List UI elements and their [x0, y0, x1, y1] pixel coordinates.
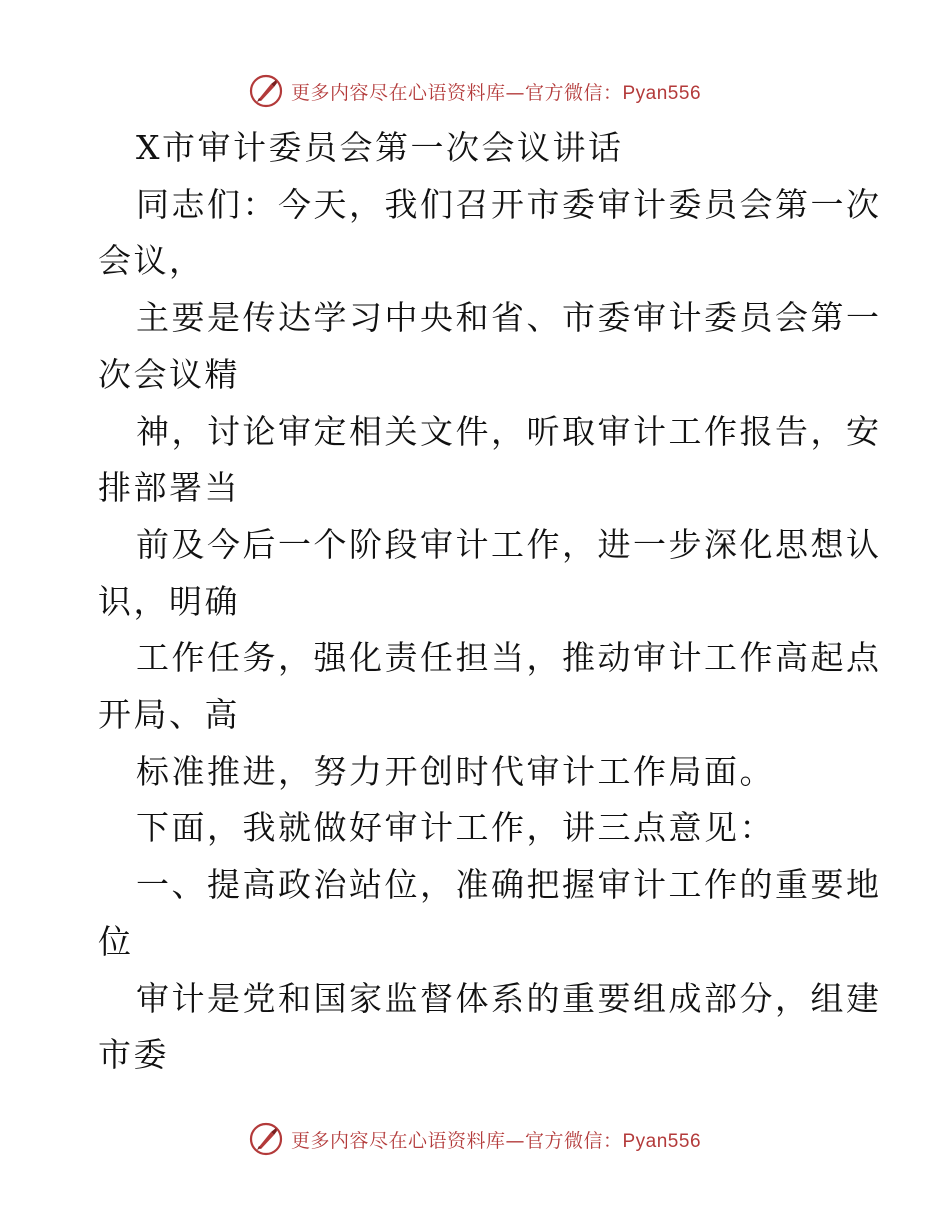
banner-text-cn: 更多内容尽在心语资料库—官方微信：: [290, 1129, 623, 1152]
header-banner: [0, 68, 950, 114]
text-line: 识，明确: [98, 581, 240, 621]
banner-wechat-id: Pyan556: [622, 82, 702, 104]
footer-banner: [0, 1116, 950, 1162]
text-line: 审计是党和国家监督体系的重要组成部分，组建: [136, 978, 882, 1018]
text-line: 标准推进，努力开创时代审计工作局面。: [136, 751, 775, 791]
text-line: 前及今后一个阶段审计工作，进一步深化思想认: [136, 524, 882, 564]
text-line: 市委: [98, 1035, 169, 1075]
text-line: 会议，: [98, 241, 205, 281]
text-line: 次会议精: [98, 354, 240, 394]
text-line: 排部署当: [98, 468, 240, 508]
document-body: [98, 120, 882, 1084]
quill-pen-logo-icon: [249, 1122, 283, 1156]
banner-wechat-id: Pyan556: [622, 1130, 702, 1152]
text-line: 神，讨论审定相关文件，听取审计工作报告，安: [136, 411, 882, 451]
text-line: 同志们：今天，我们召开市委审计委员会第一次: [136, 184, 882, 224]
text-line: 下面，我就做好审计工作，讲三点意见：: [136, 808, 775, 848]
banner-text: [291, 1126, 701, 1153]
text-line: 主要是传达学习中央和省、市委审计委员会第一: [136, 298, 882, 338]
text-line: 工作任务，强化责任担当，推动审计工作高起点: [136, 638, 882, 678]
document-title: X市审计委员会第一次会议讲话: [136, 128, 624, 167]
text-line: 位: [98, 921, 134, 961]
text-line: 开局、高: [98, 695, 240, 735]
quill-pen-logo-icon: [249, 74, 283, 108]
section-heading: 一、提高政治站位，准确把握审计工作的重要地: [136, 865, 882, 905]
banner-text-cn: 更多内容尽在心语资料库—官方微信：: [290, 81, 623, 104]
banner-text: [291, 78, 701, 105]
